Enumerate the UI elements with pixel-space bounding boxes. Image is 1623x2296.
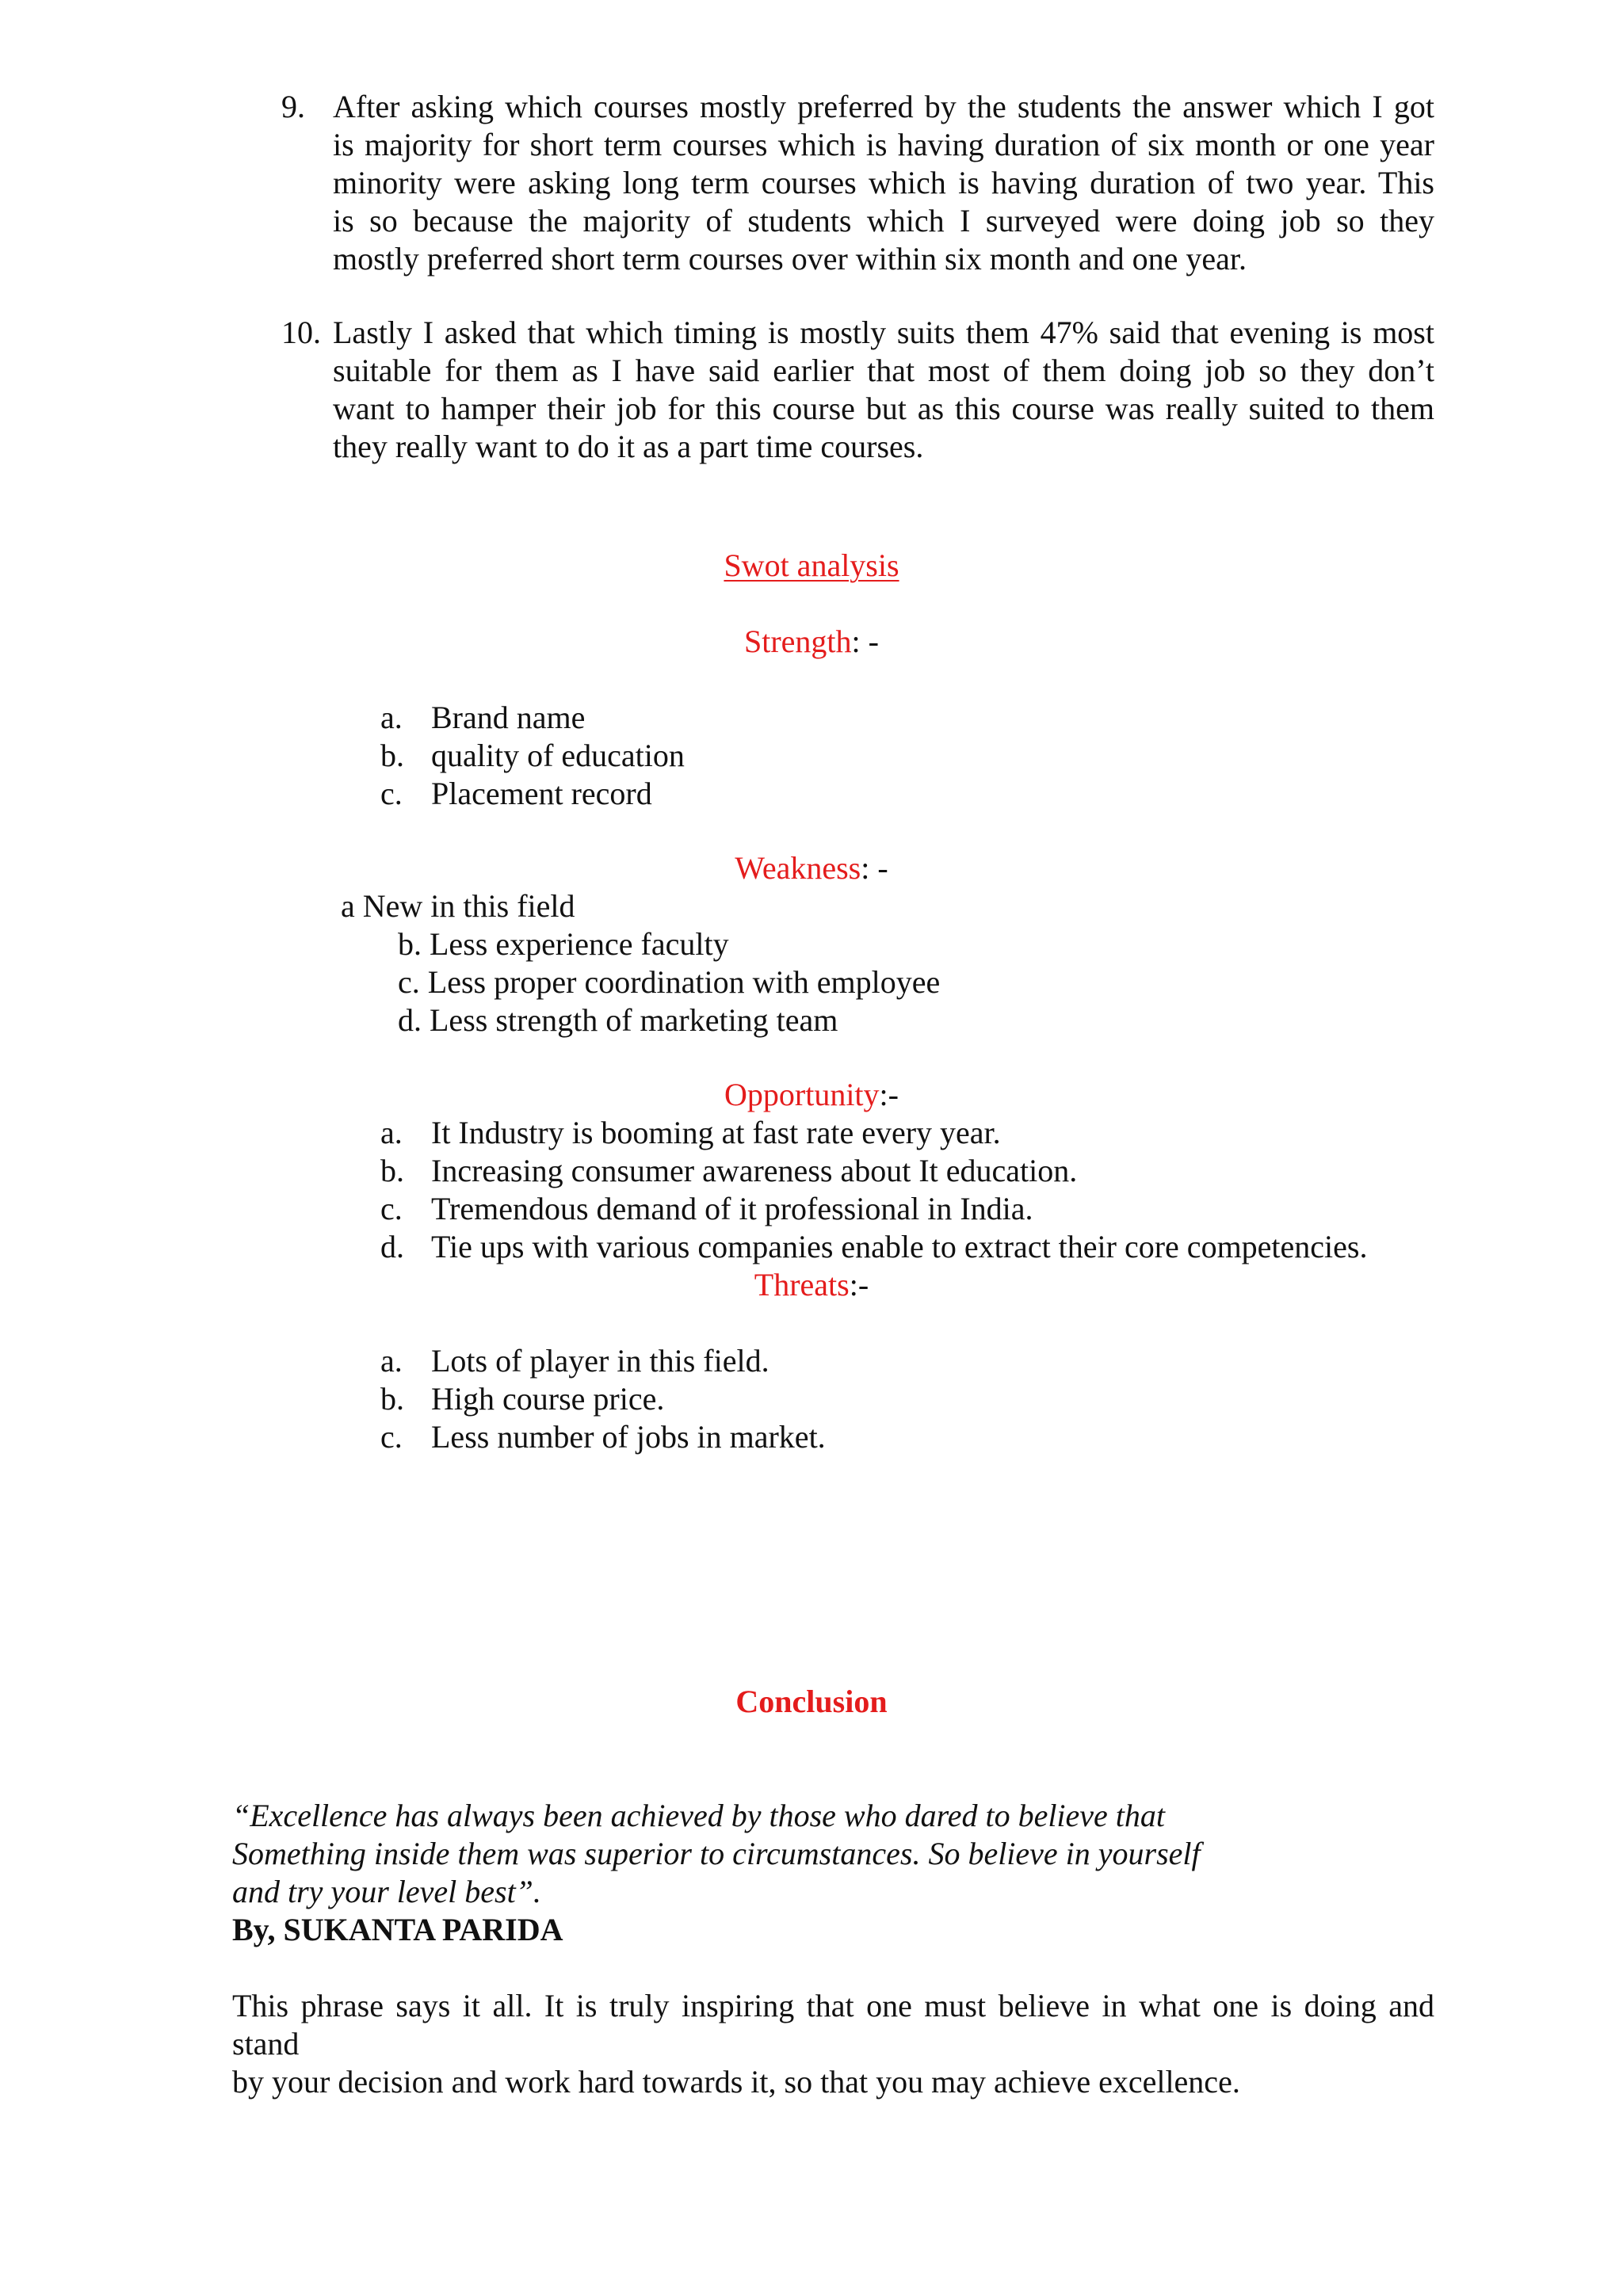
weakness-heading: Weakness (735, 850, 861, 886)
weakness-suffix: : - (861, 850, 888, 886)
quote-line: Something inside them was superior to circumstances. So believe in yourself (232, 1836, 1201, 1871)
threats-heading: Threats (754, 1267, 850, 1302)
opportunity-heading-row (0, 1076, 1623, 1114)
list-item: b. Less experience faculty (398, 926, 729, 962)
strength-heading: Strength (744, 624, 852, 659)
quote-line: “Excellence has always been achieved by those who dared to believe that (232, 1798, 1166, 1833)
list-marker: a. (380, 1343, 403, 1379)
list-item: High course price. (431, 1381, 665, 1417)
swot-title: Swot analysis (724, 547, 899, 583)
list-marker: c. (380, 1419, 403, 1455)
threats-suffix: :- (849, 1267, 869, 1302)
item-number: 10. (281, 315, 321, 350)
list-item: Lots of player in this field. (431, 1343, 769, 1379)
item-line: is so because the majority of students which I surveyed were doing job so they (333, 203, 1434, 238)
list-item: Tremendous demand of it professional in India. (431, 1191, 1033, 1226)
item-line: After asking which courses mostly preferred by the students the answer which I got (333, 89, 1434, 124)
list-item: quality of education (431, 738, 685, 773)
item-line: want to hamper their job for this course but as this course was really suited to them (333, 391, 1434, 426)
list-marker: d. (380, 1229, 404, 1264)
conclusion-heading: Conclusion (735, 1684, 888, 1719)
list-item: Increasing consumer awareness about It education. (431, 1153, 1078, 1188)
item-line: suitable for them as I have said earlier that most of them doing job so they don’t (333, 353, 1434, 388)
list-item: a New in this field (341, 888, 575, 924)
opportunity-heading: Opportunity (724, 1077, 880, 1112)
threats-heading-row (0, 1266, 1623, 1304)
opportunity-suffix: :- (879, 1077, 899, 1112)
item-line: minority were asking long term courses which is having duration of two year. This (333, 165, 1434, 200)
list-marker: a. (380, 1115, 403, 1150)
conclusion-heading-row (0, 1683, 1623, 1721)
list-item: c. Less proper coordination with employee (398, 964, 941, 1000)
list-marker: c. (380, 1191, 403, 1226)
list-item: Tie ups with various companies enable to extract their core competencies. (431, 1229, 1368, 1264)
paragraph-line: stand (232, 2026, 300, 2061)
weakness-heading-row (0, 849, 1623, 887)
item-line: Lastly I asked that which timing is mostly suits them 47% said that evening is most (333, 315, 1434, 350)
list-marker: b. (380, 1381, 404, 1417)
list-item: Less number of jobs in market. (431, 1419, 826, 1455)
list-item: d. Less strength of marketing team (398, 1002, 838, 1038)
quote-attribution: By, SUKANTA PARIDA (232, 1912, 563, 1947)
list-item: Placement record (431, 776, 652, 811)
item-line: is majority for short term courses which is having duration of six month or one year (333, 127, 1434, 162)
paragraph-line: This phrase says it all. It is truly inspiring that one must believe in what one is doing and (232, 1988, 1434, 2023)
list-marker: a. (380, 700, 403, 735)
list-marker: b. (380, 738, 404, 773)
list-marker: c. (380, 776, 403, 811)
item-line: mostly preferred short term courses over within six month and one year. (333, 241, 1247, 277)
item-number: 9. (281, 89, 305, 124)
swot-title-row (0, 547, 1623, 585)
paragraph-line: by your decision and work hard towards it, so that you may achieve excellence. (232, 2064, 1240, 2100)
list-item: It Industry is booming at fast rate every year. (431, 1115, 1001, 1150)
quote-line: and try your level best”. (232, 1874, 541, 1909)
item-line: they really want to do it as a part time courses. (333, 429, 924, 464)
strength-suffix: : - (851, 624, 879, 659)
list-marker: b. (380, 1153, 404, 1188)
list-item: Brand name (431, 700, 586, 735)
strength-heading-row (0, 623, 1623, 661)
